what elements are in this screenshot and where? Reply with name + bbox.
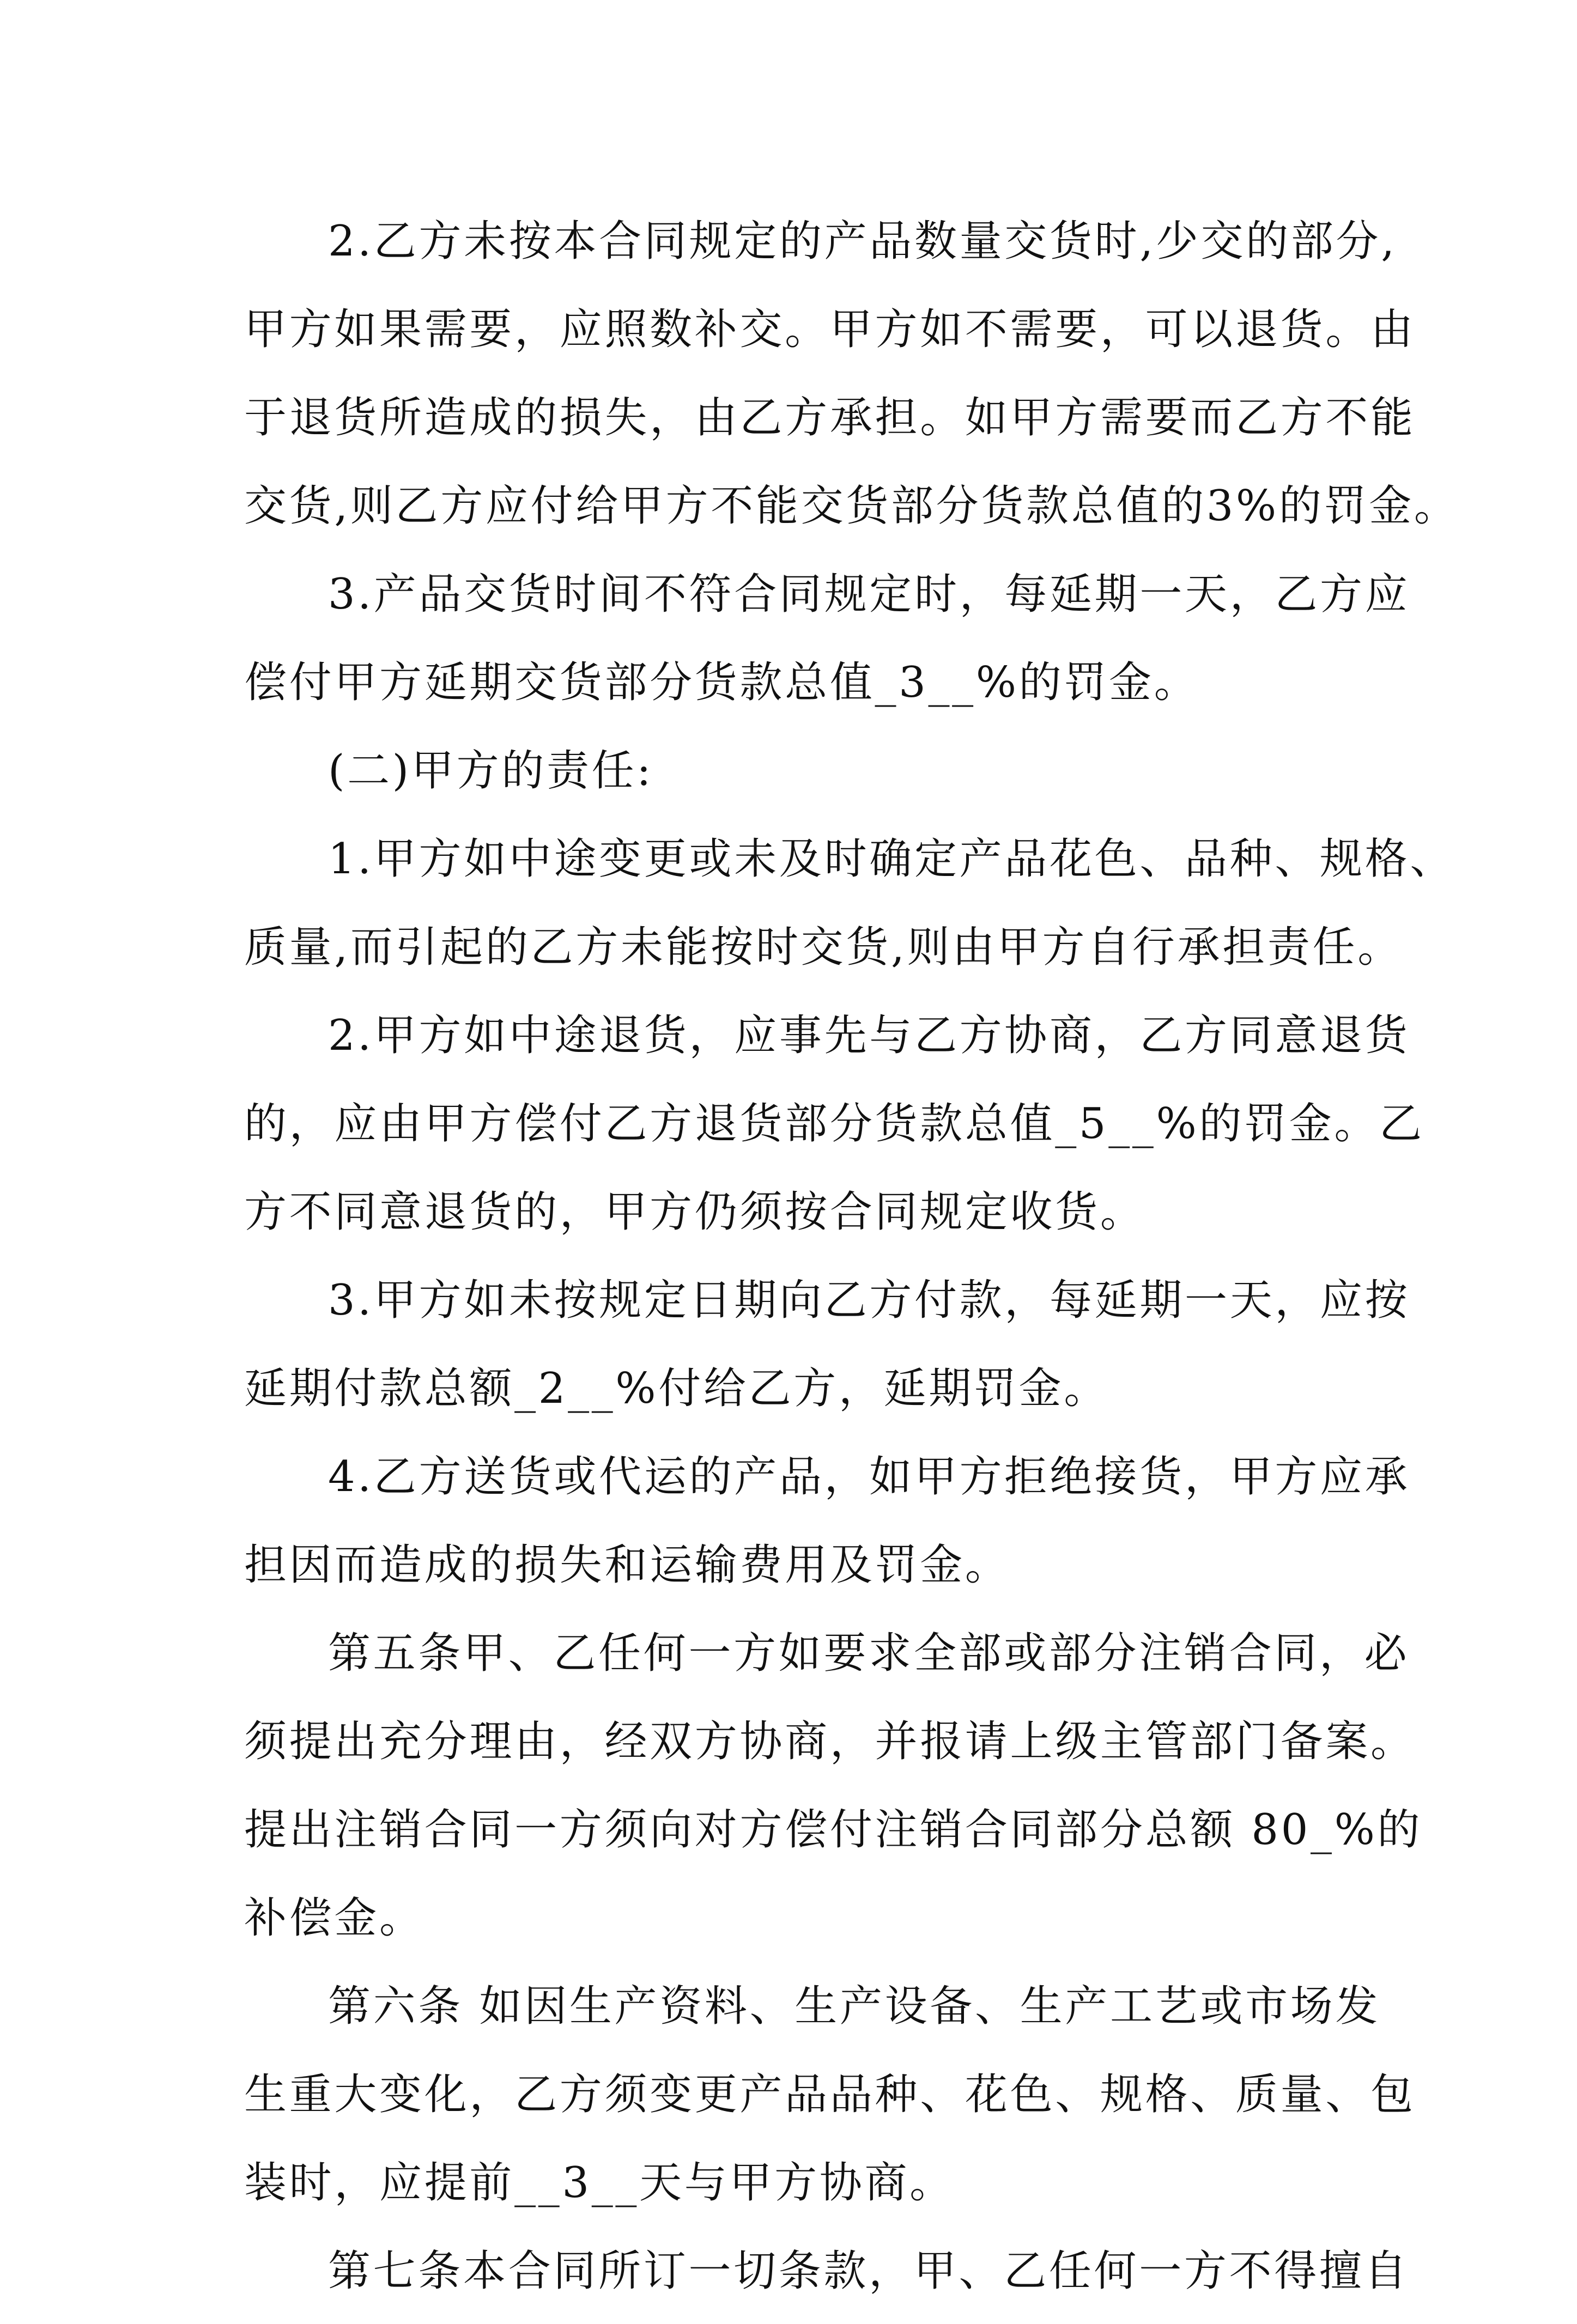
text-line: 补偿金。	[244, 1894, 424, 1943]
text-line: 1.甲方如中途变更或未及时确定产品花色、品种、规格、	[328, 835, 1455, 884]
text-line: 2.乙方未按本合同规定的产品数量交货时,少交的部分,	[328, 217, 1397, 266]
text-line: 质量,而引起的乙方未能按时交货,则由甲方自行承担责任。	[244, 923, 1403, 972]
text-line: 3.甲方如未按规定日期向乙方付款，每延期一天，应按	[328, 1276, 1410, 1325]
text-line: 于退货所造成的损失，由乙方承担。如甲方需要而乙方不能	[244, 393, 1416, 442]
text-line: 偿付甲方延期交货部分货款总值_3__%的罚金。	[244, 658, 1199, 707]
text-line: 3.产品交货时间不符合同规定时，每延期一天，乙方应	[328, 570, 1410, 619]
text-line: 装时，应提前__3__天与甲方协商。	[244, 2158, 955, 2207]
text-line: 的，应由甲方偿付乙方退货部分货款总值_5__%的罚金。乙	[244, 1099, 1424, 1148]
section-heading: (二)甲方的责任:	[328, 746, 654, 795]
text-line: 交货,则乙方应付给甲方不能交货部分货款总值的3%的罚金。	[244, 482, 1459, 531]
text-line: 甲方如果需要，应照数补交。甲方如不需要，可以退货。由	[244, 305, 1416, 354]
text-line: 担因而造成的损失和运输费用及罚金。	[244, 1541, 1010, 1590]
text-line: 延期付款总额_2__%付给乙方，延期罚金。	[244, 1364, 1109, 1413]
text-line: 2.甲方如中途退货，应事先与乙方协商，乙方同意退货	[328, 1011, 1410, 1060]
text-line: 4.乙方送货或代运的产品，如甲方拒绝接货，甲方应承	[328, 1452, 1410, 1501]
text-line: 提出注销合同一方须向对方偿付注销合同部分总额 80_%的	[244, 1805, 1423, 1854]
text-line: 须提出充分理由，经双方协商，并报请上级主管部门备案。	[244, 1717, 1416, 1766]
text-line: 第六条 如因生产资料、生产设备、生产工艺或市场发	[328, 1982, 1381, 2031]
text-line: 生重大变化，乙方须变更产品品种、花色、规格、质量、包	[244, 2070, 1416, 2119]
text-line: 第五条甲、乙任何一方如要求全部或部分注销合同，必	[328, 1629, 1410, 1678]
document-body	[244, 206, 1459, 2324]
text-line: 第七条本合同所订一切条款，甲、乙任何一方不得擅自	[328, 2247, 1410, 2296]
text-line: 方不同意退货的，甲方仍须按合同规定收货。	[244, 1188, 1145, 1237]
